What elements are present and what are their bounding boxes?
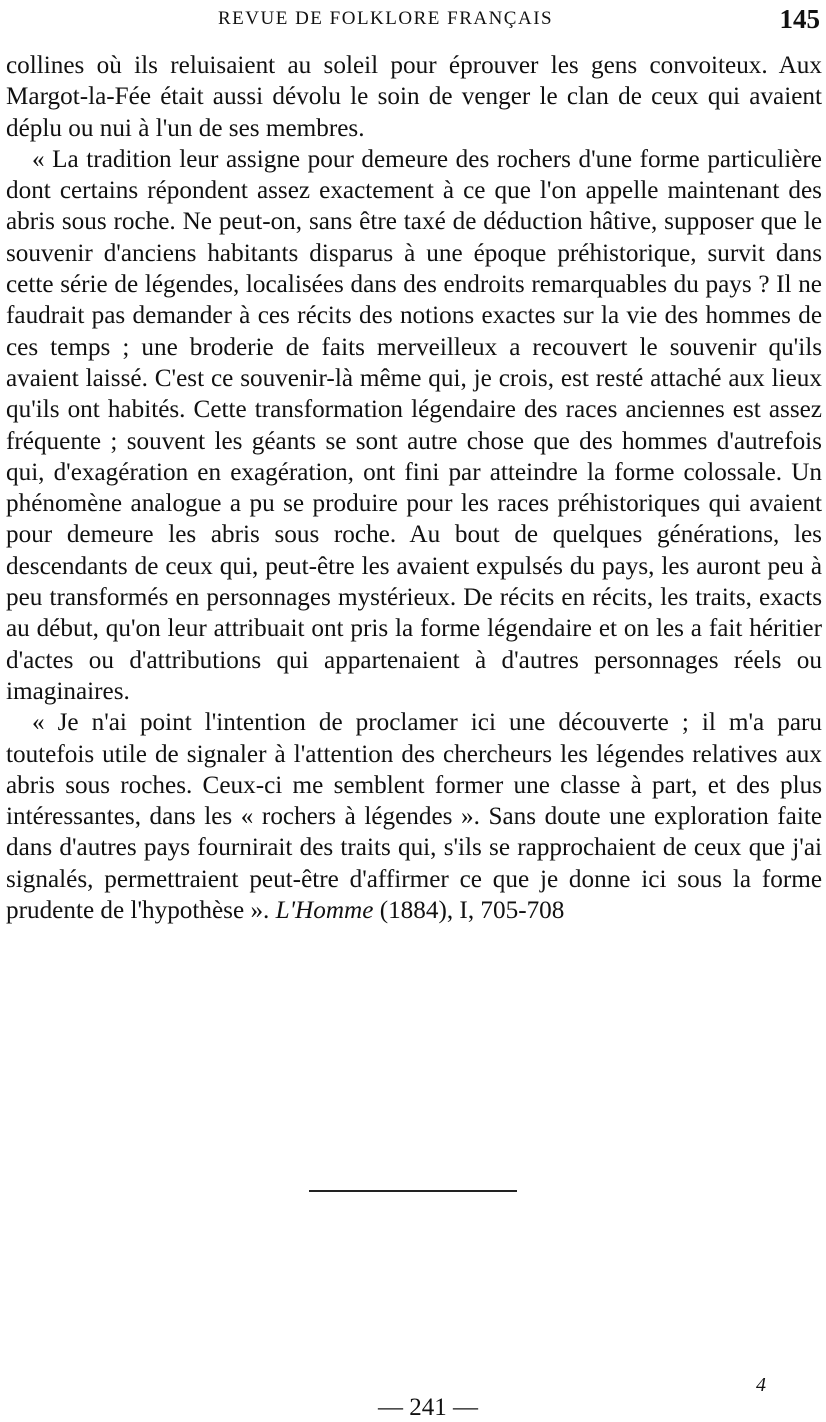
- running-title: REVUE DE FOLKLORE FRANÇAIS: [218, 8, 554, 29]
- marginal-mark: 4: [756, 1374, 766, 1396]
- section-divider: [309, 1190, 517, 1192]
- page-header: [0, 6, 826, 34]
- citation-details: (1884), I, 705-708: [379, 897, 565, 925]
- body-text: [6, 50, 822, 926]
- paragraph-1: collines où ils reluisaient au soleil pour éprouver les gens convoiteux. Aux Margot-la-Fée était aussi dévolu le soin de venger le clan de ceux qui avaient déplu ou nui à l'un de ses membres.: [6, 52, 822, 142]
- citation-journal-title: L'Homme: [275, 897, 374, 925]
- footer-page-number: — 241 —: [378, 1394, 478, 1421]
- paragraph-3: [6, 707, 822, 926]
- paragraph-3-text: « Je n'ai point l'intention de proclamer ici une découverte ; il m'a paru toutefois utile de signaler à l'attention des chercheurs les légendes relatives aux abris sous roches. Ceux-ci me semblent former une classe à part, et des plus intéressantes, dans les « rochers à légendes ». Sans doute une exploration faite dans d'autres pays fournirait des traits qui, s'ils se rapprochaient de ceux que j'ai signalés, permettraient peut-être d'affirmer ce que je donne ici sous la forme prudente de l'hypothèse ».: [6, 709, 822, 925]
- paragraph-2: « La tradition leur assigne pour demeure des rochers d'une forme particulière dont certains répondent assez exactement à ce que l'on appelle maintenant des abris sous roche. Ne peut-on, sans être taxé de déduction hâtive, supposer que le souvenir d'anciens habitants disparus à une époque préhistorique, survit dans cette série de légendes, localisées dans des endroits remarquables du pays ? Il ne faudrait pas demander à ces récits des notions exactes sur la vie des hommes de ces temps ; une broderie de faits merveilleux a recouvert le souvenir qu'ils avaient laissé. C'est ce souvenir-là même qui, je crois, est resté attaché aux lieux qu'ils ont habités. Cette transformation légendaire des races anciennes est assez fréquente ; souvent les géants se sont autre chose que des hommes d'autrefois qui, d'exagération en exagération, ont fini par atteindre la forme colossale. Un phénomène analogue a pu se produire pour les races préhistoriques qui avaient pour demeure les abris sous roche. Au bout de quelques générations, les descendants de ceux qui, peut-être les avaient expulsés du pays, les auront peu à peu transformés en personnages mystérieux. De récits en récits, les traits, exacts au début, qu'on leur attribuait ont pris la forme légendaire et on les a fait héritier d'actes ou d'attributions qui appartenaient à d'autres personnages réels ou imaginaires.: [6, 145, 822, 705]
- header-page-number: 145: [779, 4, 820, 34]
